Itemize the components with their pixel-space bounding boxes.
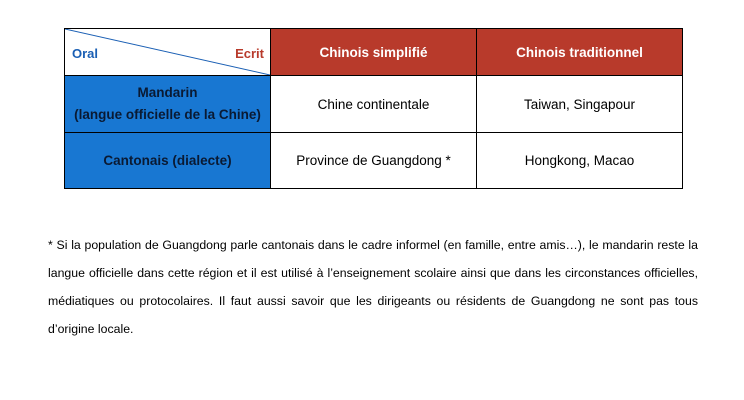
table-row: [65, 76, 683, 133]
table-cell: Province de Guangdong *: [271, 133, 477, 189]
row-label-cantonese: [65, 133, 271, 189]
oral-label: Oral: [72, 46, 99, 61]
language-script-table: [64, 28, 683, 189]
table-row: [65, 133, 683, 189]
row-label-line: (langue officielle de la Chine): [74, 107, 261, 122]
table-header-row: [65, 29, 683, 76]
table-cell: Taiwan, Singapour: [477, 76, 683, 133]
ecrit-label: Ecrit: [235, 46, 264, 61]
header-traditional-chinese: Chinois traditionnel: [477, 29, 683, 76]
table-cell: Chine continentale: [271, 76, 477, 133]
table-corner-cell: [65, 29, 271, 76]
row-label-line: Mandarin: [137, 85, 198, 100]
row-label-mandarin: [65, 76, 271, 133]
footnote-paragraph: * Si la population de Guangdong parle cantonais dans le cadre informel (en famille, entre amis…), le mandarin reste la langue officielle dans cette région et il est utilisé à l’enseignement scolaire ainsi que dans les circonstances officielles, médiatiques ou protocolaires. Il faut aussi savoir que les dirigeants ou résidents de Guangdong ne sont pas tous d’origine locale.: [48, 238, 698, 337]
row-label-line: Cantonais (dialecte): [103, 152, 232, 168]
header-simplified-chinese: Chinois simplifié: [271, 29, 477, 76]
table-cell: Hongkong, Macao: [477, 133, 683, 189]
